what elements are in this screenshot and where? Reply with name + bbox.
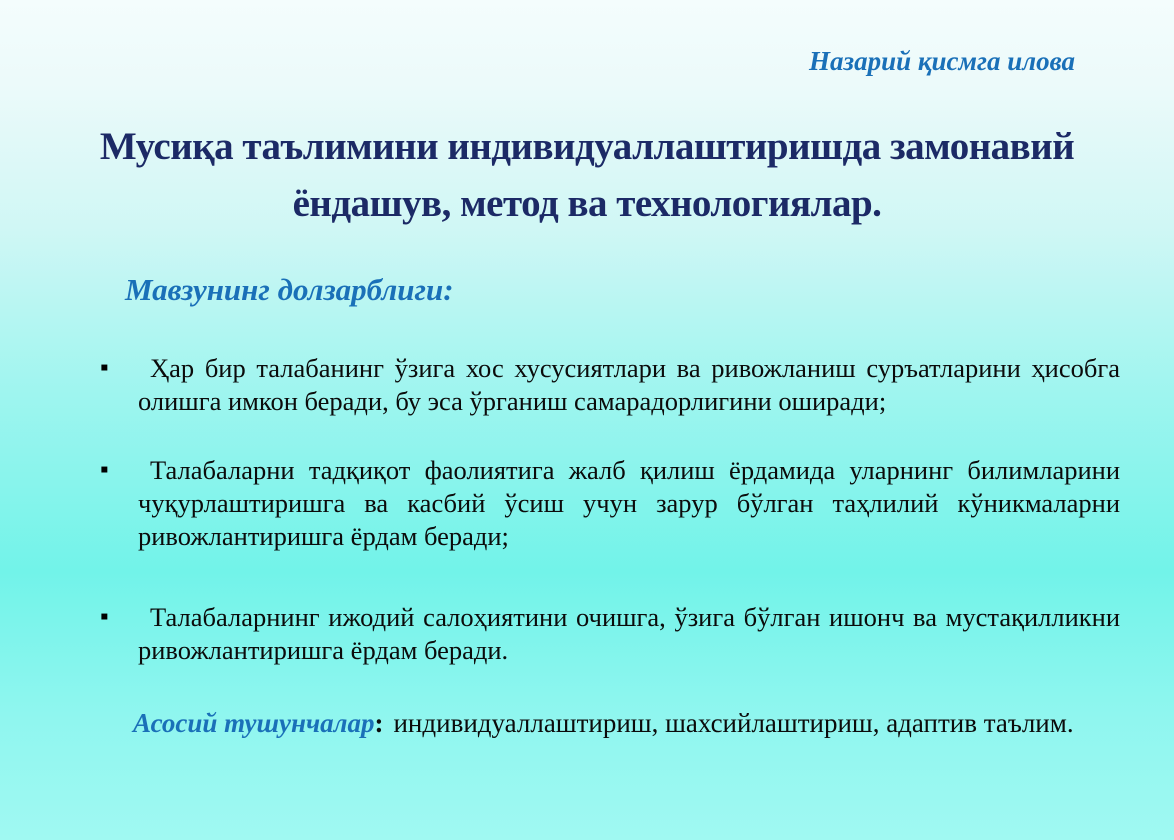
bullet-square-icon: ▪: [100, 457, 109, 483]
bullet-square-icon: ▪: [100, 355, 109, 381]
bullet-text: Талабаларни тадқиқот фаолиятига жалб қилиш ёрдамида уларнинг билимларини чуқурлаштиришга ва касбий ўсиш учун зарур бўлган таҳлилий кўникмаларни ривожлантиришга ёрдам беради;: [138, 455, 1120, 551]
list-item: [100, 352, 1120, 418]
key-terms-label: Асосий тушунчалар: [133, 708, 375, 738]
key-terms-line: [133, 706, 1120, 741]
list-item: [100, 601, 1120, 667]
bullet-square-icon: ▪: [100, 604, 109, 630]
slide-title: Мусиқа таълимини индивидуаллаштиришда замонавий ёндашув, метод ва технологиялар.: [99, 125, 1075, 225]
bullet-text: Талабаларнинг ижодий салоҳиятини очишга, ўзига бўлган ишонч ва мустақилликни ривожлантиришга ёрдам беради.: [138, 602, 1120, 665]
bullet-list: [100, 352, 1120, 703]
list-item: [100, 454, 1120, 553]
bullet-text: Ҳар бир талабанинг ўзига хос хусусиятлари ва ривожланиш суръатларини ҳисобга олишга имкон беради, бу эса ўрганиш самарадорлигини оширади;: [138, 353, 1120, 416]
key-terms-text: индивидуаллаштириш, шахсийлаштириш, адаптив таълим.: [393, 708, 1074, 738]
section-heading: Мавзунинг долзарблиги:: [125, 272, 454, 307]
header-note: Назарий қисмга илова: [809, 46, 1075, 76]
key-terms-colon: :: [374, 708, 384, 738]
